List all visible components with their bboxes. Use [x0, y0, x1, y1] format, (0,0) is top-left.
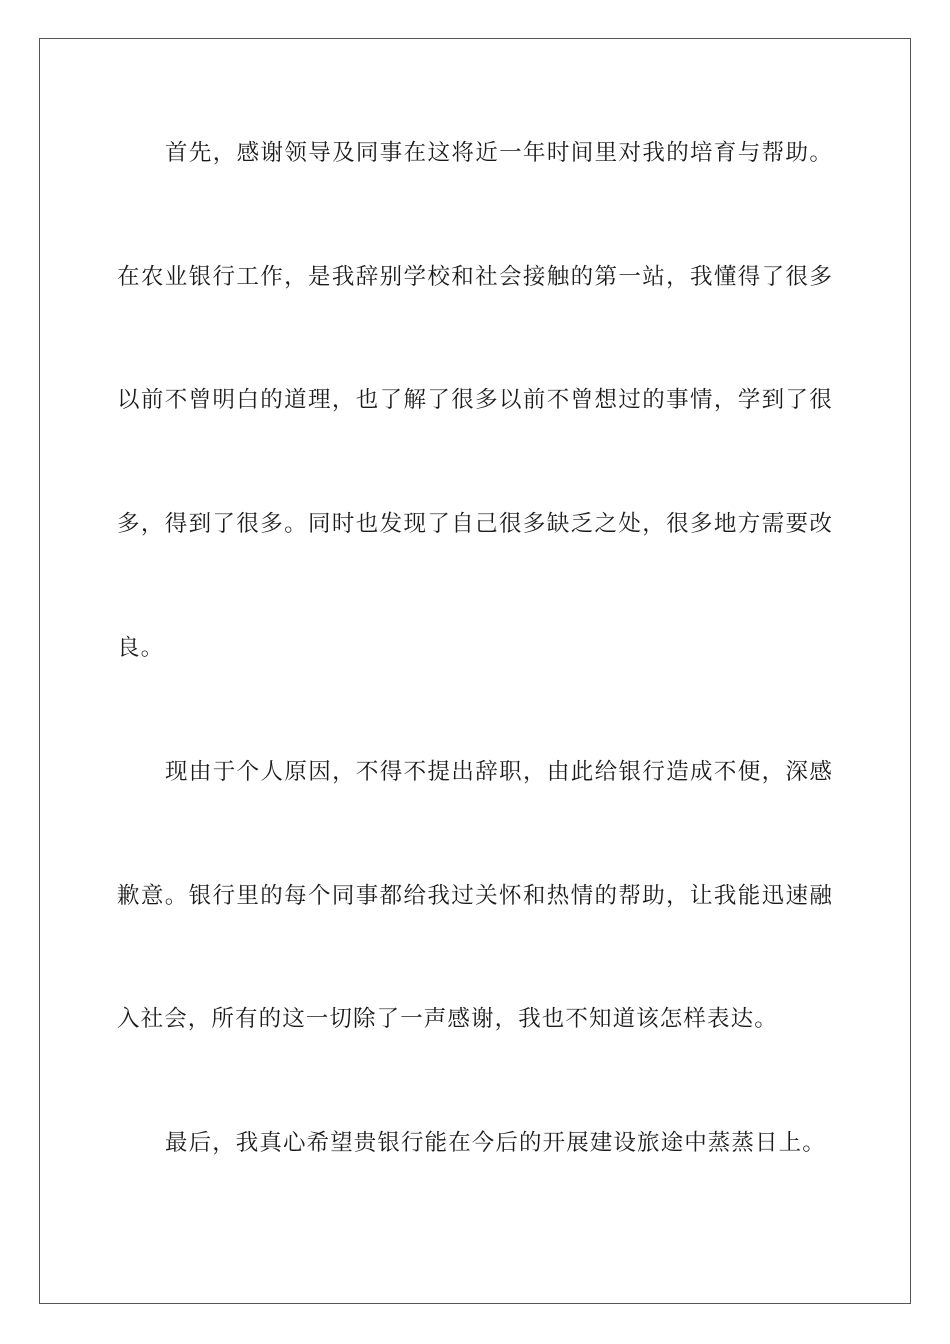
paragraph-1-line-4: 多，得到了很多。同时也发现了自己很多缺乏之处，很多地方需要改: [117, 511, 833, 537]
paragraph-1-line-2: 在农业银行工作，是我辞别学校和社会接触的第一站，我懂得了很多: [117, 264, 833, 290]
paragraph-1-line-5: 良。: [117, 635, 165, 661]
paragraph-2-line-1: 现由于个人原因，不得不提出辞职，由此给银行造成不便，深感: [165, 759, 833, 785]
paragraph-2-line-3: 入社会，所有的这一切除了一声感谢，我也不知道该怎样表达。: [117, 1006, 778, 1032]
paragraph-3-line-1: 最后，我真心希望贵银行能在今后的开展建设旅途中蒸蒸日上。: [165, 1130, 826, 1156]
paragraph-1-line-1: 首先，感谢领导及同事在这将近一年时间里对我的培育与帮助。: [165, 140, 833, 166]
paragraph-1-line-3: 以前不曾明白的道理，也了解了很多以前不曾想过的事情，学到了很: [117, 387, 833, 413]
page-border: [39, 38, 911, 1304]
paragraph-2-line-2: 歉意。银行里的每个同事都给我过关怀和热情的帮助，让我能迅速融: [117, 883, 833, 909]
